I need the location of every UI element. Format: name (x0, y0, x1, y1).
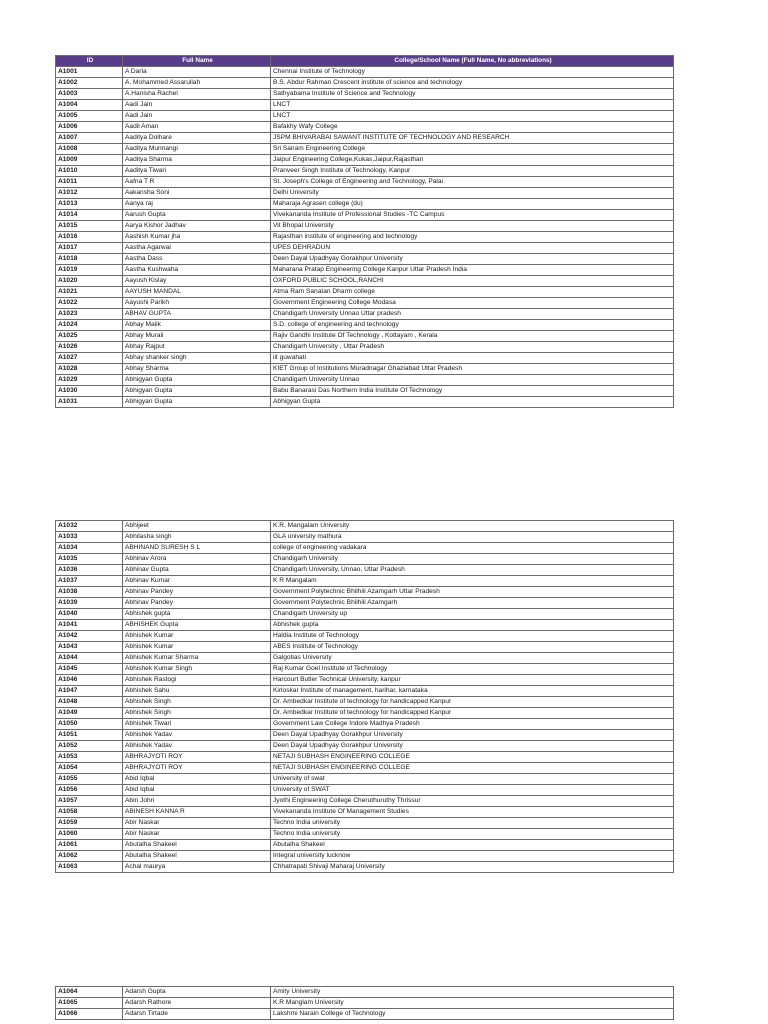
cell-full-name[interactable]: Aayush Kislay (123, 276, 271, 287)
table-row (56, 851, 674, 862)
cell-id[interactable]: A1048 (56, 697, 123, 708)
table-row (56, 554, 674, 565)
cell-college[interactable]: Delhi University (271, 188, 674, 199)
table-row (56, 752, 674, 763)
cell-full-name[interactable]: Abhinav Arora (123, 554, 271, 565)
cell-college[interactable]: Government Polytechnic Bhilhili Azamgarh (271, 598, 674, 609)
cell-college[interactable]: Dr. Ambedkar Institute of technology for handicapped Kanpur (271, 708, 674, 719)
cell-college[interactable]: Lakshmi Narain College of Technology (271, 1009, 674, 1020)
table-row (56, 254, 674, 265)
cell-college[interactable]: GLA university mathura (271, 532, 674, 543)
cell-full-name[interactable]: Abhishek Tiwari (123, 719, 271, 730)
cell-college[interactable]: Government Engineering College Modasa (271, 298, 674, 309)
table-row (56, 774, 674, 785)
table-row (56, 785, 674, 796)
cell-id[interactable]: A1013 (56, 199, 123, 210)
cell-college[interactable]: Chandigarh University Unnao (271, 375, 674, 386)
table-row (56, 111, 674, 122)
cell-id[interactable]: A1026 (56, 342, 123, 353)
cell-full-name[interactable]: Abir Naskar (123, 829, 271, 840)
table-row (56, 199, 674, 210)
cell-full-name[interactable]: Abhishek Kumar (123, 631, 271, 642)
table-row (56, 67, 674, 78)
cell-full-name[interactable]: A. Mohammed Assarullah (123, 78, 271, 89)
column-header-full-name[interactable]: Full Name (123, 56, 271, 67)
cell-college[interactable]: Rajasthan institute of engineering and technology (271, 232, 674, 243)
table-row (56, 719, 674, 730)
table-row (56, 807, 674, 818)
cell-college[interactable]: Atma Ram Sanatan Dharm college (271, 287, 674, 298)
cell-full-name[interactable]: Abhay shanker singh (123, 353, 271, 364)
cell-full-name[interactable]: Abin John (123, 796, 271, 807)
cell-id[interactable]: A1058 (56, 807, 123, 818)
cell-id[interactable]: A1023 (56, 309, 123, 320)
table-row (56, 987, 674, 998)
table-row (56, 532, 674, 543)
cell-college[interactable]: B.S. Abdur Rahman Crescent institute of science and technology (271, 78, 674, 89)
cell-full-name[interactable]: Aayushi Parikh (123, 298, 271, 309)
cell-id[interactable]: A1054 (56, 763, 123, 774)
table-row (56, 78, 674, 89)
cell-id[interactable]: A1032 (56, 521, 123, 532)
cell-college[interactable]: Jaipur Engineering College,Kukas,Jaipur,Rajasthan (271, 155, 674, 166)
cell-full-name[interactable]: Abhishek Kumar Singh (123, 664, 271, 675)
cell-college[interactable]: Chennai Institute of Technology (271, 67, 674, 78)
table-row (56, 521, 674, 532)
cell-full-name[interactable]: Abid Iqbal (123, 785, 271, 796)
cell-id[interactable]: A1008 (56, 144, 123, 155)
table-row (56, 188, 674, 199)
cell-id[interactable]: A1031 (56, 397, 123, 408)
cell-full-name[interactable]: Aadi Jain (123, 111, 271, 122)
cell-full-name[interactable]: Abutalha Shakeel (123, 840, 271, 851)
table-row (56, 342, 674, 353)
table-row (56, 221, 674, 232)
cell-full-name[interactable]: Aastha Dass (123, 254, 271, 265)
table-row (56, 210, 674, 221)
cell-full-name[interactable]: Aafna T R (123, 177, 271, 188)
cell-id[interactable]: A1018 (56, 254, 123, 265)
cell-id[interactable]: A1036 (56, 565, 123, 576)
cell-id[interactable]: A1006 (56, 122, 123, 133)
cell-id[interactable]: A1047 (56, 686, 123, 697)
cell-college[interactable]: St. Joseph's College of Engineering and Technology, Palai (271, 177, 674, 188)
cell-college[interactable]: Rajiv Gandhi Institute Of Technology , Kottayam , Kerala (271, 331, 674, 342)
cell-full-name[interactable]: AAYUSH MANDAL (123, 287, 271, 298)
cell-college[interactable]: Deen Dayal Upadhyay Gorakhpur University (271, 741, 674, 752)
cell-id[interactable]: A1009 (56, 155, 123, 166)
data-table-block-2 (55, 520, 674, 873)
cell-id[interactable]: A1020 (56, 276, 123, 287)
table-row (56, 155, 674, 166)
cell-college[interactable]: Bafakhy Wafy College (271, 122, 674, 133)
table-row (56, 375, 674, 386)
cell-college[interactable]: Integral university lucknow (271, 851, 674, 862)
cell-college[interactable]: Vivekananda Institute Of Management Studies (271, 807, 674, 818)
cell-college[interactable]: Harcourt Butler Technical University, kanpur (271, 675, 674, 686)
cell-id[interactable]: A1028 (56, 364, 123, 375)
cell-full-name[interactable]: Abutalha Shakeel (123, 851, 271, 862)
table-row (56, 265, 674, 276)
cell-full-name[interactable]: Aastha Kushwaha (123, 265, 271, 276)
cell-college[interactable]: Chandigarh University Unnao Uttar pradesh (271, 309, 674, 320)
cell-full-name[interactable]: ABHRAJYOTI ROY (123, 763, 271, 774)
table-row (56, 708, 674, 719)
cell-id[interactable]: A1002 (56, 78, 123, 89)
cell-id[interactable]: A1015 (56, 221, 123, 232)
table-row (56, 840, 674, 851)
cell-college[interactable]: JSPM BHIVARABAI SAWANT INSTITUTE OF TECHNOLOGY AND RESEARCH (271, 133, 674, 144)
cell-full-name[interactable]: Adarsh Tirtade (123, 1009, 271, 1020)
cell-college[interactable]: Chandigarh University up (271, 609, 674, 620)
cell-id[interactable]: A1040 (56, 609, 123, 620)
cell-college[interactable]: Techno India university (271, 829, 674, 840)
data-table-block-3 (55, 986, 674, 1020)
cell-id[interactable]: A1010 (56, 166, 123, 177)
cell-college[interactable]: Sathyabama Institute of Science and Technology (271, 89, 674, 100)
cell-full-name[interactable]: Abhay Rajput (123, 342, 271, 353)
cell-full-name[interactable]: Abhijeet (123, 521, 271, 532)
cell-full-name[interactable]: ABINESH KANNA R (123, 807, 271, 818)
cell-full-name[interactable]: Abir Naskar (123, 818, 271, 829)
cell-full-name[interactable]: Abid Iqbal (123, 774, 271, 785)
cell-id[interactable]: A1044 (56, 653, 123, 664)
data-table-block-1 (55, 55, 674, 408)
cell-id[interactable]: A1007 (56, 133, 123, 144)
cell-full-name[interactable]: Abhigyan Gupta (123, 375, 271, 386)
cell-college[interactable]: LNCT (271, 100, 674, 111)
table-row (56, 818, 674, 829)
cell-college[interactable]: Deen Dayal Upadhyay Gorakhpur University (271, 730, 674, 741)
table-row (56, 122, 674, 133)
cell-college[interactable]: Abhishek gupta (271, 620, 674, 631)
cell-college[interactable]: college of engineering vadakara (271, 543, 674, 554)
cell-college[interactable]: Vivekananda Institute of Professional Studies -TC Campus (271, 210, 674, 221)
cell-id[interactable]: A1012 (56, 188, 123, 199)
table-row (56, 697, 674, 708)
cell-college[interactable]: Chandigarh University , Uttar Pradesh (271, 342, 674, 353)
cell-id[interactable]: A1004 (56, 100, 123, 111)
table-row (56, 331, 674, 342)
cell-full-name[interactable]: Aadi Jain (123, 100, 271, 111)
cell-full-name[interactable]: Abhay Sharma (123, 364, 271, 375)
cell-full-name[interactable]: ABHISHEK Gupta (123, 620, 271, 631)
cell-full-name[interactable]: Abhinav Gupta (123, 565, 271, 576)
column-header-college[interactable]: College/School Name (Full Name, No abbreviations) (271, 56, 674, 67)
cell-college[interactable]: Abhigyan Gupta (271, 397, 674, 408)
cell-full-name[interactable]: Abhinav Pandey (123, 587, 271, 598)
cell-full-name[interactable]: Abhishek Yadav (123, 730, 271, 741)
cell-full-name[interactable]: ABHAV GUPTA (123, 309, 271, 320)
cell-full-name[interactable]: A Darla (123, 67, 271, 78)
cell-id[interactable]: A1029 (56, 375, 123, 386)
cell-id[interactable]: A1016 (56, 232, 123, 243)
cell-college[interactable]: University of swat (271, 774, 674, 785)
cell-full-name[interactable]: Abhishek gupta (123, 609, 271, 620)
cell-id[interactable]: A1024 (56, 320, 123, 331)
cell-college[interactable]: Kirloskar Institute of management, harihar, karnataka (271, 686, 674, 697)
cell-id[interactable]: A1022 (56, 298, 123, 309)
cell-id[interactable]: A1059 (56, 818, 123, 829)
cell-full-name[interactable]: Aanya raj (123, 199, 271, 210)
cell-college[interactable]: LNCT (271, 111, 674, 122)
cell-id[interactable]: A1005 (56, 111, 123, 122)
cell-id[interactable]: A1014 (56, 210, 123, 221)
table-row (56, 543, 674, 554)
column-header-id[interactable]: ID (56, 56, 123, 67)
table-row (56, 862, 674, 873)
cell-full-name[interactable]: Abhishek Yadav (123, 741, 271, 752)
table-row (56, 133, 674, 144)
table-row (56, 287, 674, 298)
cell-full-name[interactable]: Abhishek Singh (123, 697, 271, 708)
table-row (56, 598, 674, 609)
cell-college[interactable]: Haldia Institute of Technology (271, 631, 674, 642)
table-row (56, 653, 674, 664)
cell-full-name[interactable]: A.Hanisha Rachel (123, 89, 271, 100)
cell-college[interactable]: OXFORD PUBLIC SCHOOL,RANCHI (271, 276, 674, 287)
table-row (56, 232, 674, 243)
table-row (56, 631, 674, 642)
cell-id[interactable]: A1027 (56, 353, 123, 364)
table-row (56, 686, 674, 697)
cell-full-name[interactable]: Abhishek Sahu (123, 686, 271, 697)
cell-id[interactable]: A1049 (56, 708, 123, 719)
table-row (56, 620, 674, 631)
cell-college[interactable]: ABES Institute of Technology (271, 642, 674, 653)
cell-full-name[interactable]: Abhay Malik (123, 320, 271, 331)
cell-college[interactable]: Maharana Pratap Engineering College Kanpur Uttar Pradesh India (271, 265, 674, 276)
table-row (56, 166, 674, 177)
cell-id[interactable]: A1056 (56, 785, 123, 796)
cell-full-name[interactable]: Abhay Murali (123, 331, 271, 342)
cell-full-name[interactable]: Aadil Aman (123, 122, 271, 133)
table-row (56, 243, 674, 254)
cell-college[interactable]: S.D. college of engineering and technology (271, 320, 674, 331)
cell-id[interactable]: A1055 (56, 774, 123, 785)
cell-id[interactable]: A1046 (56, 675, 123, 686)
cell-id[interactable]: A1043 (56, 642, 123, 653)
table-row (56, 675, 674, 686)
table-row (56, 796, 674, 807)
table-row (56, 309, 674, 320)
cell-college[interactable]: K.R Manglam University (271, 998, 674, 1009)
table-row (56, 89, 674, 100)
cell-id[interactable]: A1064 (56, 987, 123, 998)
cell-id[interactable]: A1042 (56, 631, 123, 642)
table-row (56, 353, 674, 364)
cell-college[interactable]: Maharaja Agrasen college (du) (271, 199, 674, 210)
cell-id[interactable]: A1062 (56, 851, 123, 862)
cell-college[interactable]: UPES DEHRADUN (271, 243, 674, 254)
cell-college[interactable]: Sri Sairam Engineering College (271, 144, 674, 155)
cell-college[interactable]: Galgotias University (271, 653, 674, 664)
cell-college[interactable]: Chandigarh University, Unnao, Uttar Pradesh (271, 565, 674, 576)
cell-full-name[interactable]: Aashish Kumar jha (123, 232, 271, 243)
cell-id[interactable]: A1001 (56, 67, 123, 78)
cell-full-name[interactable]: ABHINAND SURESH S L (123, 543, 271, 554)
cell-id[interactable]: A1041 (56, 620, 123, 631)
cell-id[interactable]: A1034 (56, 543, 123, 554)
table-row (56, 587, 674, 598)
cell-id[interactable]: A1066 (56, 1009, 123, 1020)
cell-id[interactable]: A1021 (56, 287, 123, 298)
cell-college[interactable]: Babu Banarasi Das Northern India Institute Of Technology (271, 386, 674, 397)
table-row (56, 276, 674, 287)
cell-id[interactable]: A1017 (56, 243, 123, 254)
cell-id[interactable]: A1030 (56, 386, 123, 397)
cell-college[interactable]: Raj Kumar Goel Institute of Technology (271, 664, 674, 675)
cell-id[interactable]: A1033 (56, 532, 123, 543)
cell-id[interactable]: A1019 (56, 265, 123, 276)
cell-full-name[interactable]: Adarsh Gupta (123, 987, 271, 998)
cell-full-name[interactable]: Abhilasha singh (123, 532, 271, 543)
cell-full-name[interactable]: Aaditya Munnangi (123, 144, 271, 155)
cell-college[interactable]: KIET Group of Institutions Muradnagar Ghaziabad Uttar Pradesh (271, 364, 674, 375)
cell-full-name[interactable]: Aakansha Soni (123, 188, 271, 199)
table-row (56, 730, 674, 741)
cell-id[interactable]: A1053 (56, 752, 123, 763)
cell-full-name[interactable]: Aarya Kishor Jadhav (123, 221, 271, 232)
cell-id[interactable]: A1065 (56, 998, 123, 1009)
table-row (56, 177, 674, 188)
cell-id[interactable]: A1063 (56, 862, 123, 873)
cell-full-name[interactable]: Aastha Agarwal (123, 243, 271, 254)
table-row (56, 741, 674, 752)
cell-college[interactable]: Abutalha Shakeel (271, 840, 674, 851)
cell-full-name[interactable]: Achal maurya (123, 862, 271, 873)
cell-full-name[interactable]: Abhigyan Gupta (123, 386, 271, 397)
header-row (56, 56, 674, 67)
cell-id[interactable]: A1052 (56, 741, 123, 752)
cell-id[interactable]: A1037 (56, 576, 123, 587)
cell-college[interactable]: Dr. Ambedkar Institute of technology for handicapped Kanpur (271, 697, 674, 708)
table-row (56, 576, 674, 587)
cell-full-name[interactable]: Abhishek Singh (123, 708, 271, 719)
cell-full-name[interactable]: Adarsh Rathore (123, 998, 271, 1009)
cell-college[interactable]: Government Law College Indore Madhya Pradesh (271, 719, 674, 730)
cell-college[interactable]: Jyothi Engineering College Cheruthuruthy Thrissur (271, 796, 674, 807)
cell-college[interactable]: iit guwahati (271, 353, 674, 364)
cell-id[interactable]: A1060 (56, 829, 123, 840)
cell-full-name[interactable]: Aaditya Sharma (123, 155, 271, 166)
table-row (56, 397, 674, 408)
cell-id[interactable]: A1035 (56, 554, 123, 565)
table-row (56, 1009, 674, 1020)
cell-id[interactable]: A1051 (56, 730, 123, 741)
cell-college[interactable]: NETAJI SUBHASH ENGINEERING COLLEGE (271, 763, 674, 774)
table-row (56, 320, 674, 331)
table-row (56, 386, 674, 397)
cell-full-name[interactable]: Aaditya Tiwari (123, 166, 271, 177)
table-row (56, 642, 674, 653)
cell-college[interactable]: Government Polytechnic Bhilhili Azamgarh Uttar Pradesh (271, 587, 674, 598)
cell-college[interactable]: NETAJI SUBHASH ENGINEERING COLLEGE (271, 752, 674, 763)
cell-full-name[interactable]: Abhinav Pandey (123, 598, 271, 609)
table-row (56, 664, 674, 675)
cell-full-name[interactable]: Abhigyan Gupta (123, 397, 271, 408)
cell-id[interactable]: A1045 (56, 664, 123, 675)
table-row (56, 100, 674, 111)
table-row (56, 298, 674, 309)
cell-college[interactable]: Pranveer Singh Institute of Technology, Kanpur (271, 166, 674, 177)
cell-id[interactable]: A1057 (56, 796, 123, 807)
table-row (56, 829, 674, 840)
cell-full-name[interactable]: Aarush Gupta (123, 210, 271, 221)
cell-full-name[interactable]: Abhishek Kumar (123, 642, 271, 653)
table-row (56, 565, 674, 576)
cell-college[interactable]: K.R. Mangalam University (271, 521, 674, 532)
cell-college[interactable]: Vit Bhopal University (271, 221, 674, 232)
cell-full-name[interactable]: Abhishek Kumar Sharma (123, 653, 271, 664)
table-row (56, 144, 674, 155)
cell-id[interactable]: A1039 (56, 598, 123, 609)
cell-college[interactable]: University of SWAT (271, 785, 674, 796)
cell-id[interactable]: A1003 (56, 89, 123, 100)
cell-college[interactable]: Techno India university (271, 818, 674, 829)
table-row (56, 364, 674, 375)
cell-college[interactable]: Amity University (271, 987, 674, 998)
cell-college[interactable]: K R Mangalam (271, 576, 674, 587)
table-row (56, 998, 674, 1009)
cell-college[interactable]: Chandigarh University (271, 554, 674, 565)
cell-id[interactable]: A1038 (56, 587, 123, 598)
cell-full-name[interactable]: Abhishek Rastogi (123, 675, 271, 686)
cell-full-name[interactable]: Aaditya Dolhare (123, 133, 271, 144)
cell-id[interactable]: A1025 (56, 331, 123, 342)
cell-college[interactable]: Chhatrapati Shivaji Maharaj University (271, 862, 674, 873)
table-row (56, 763, 674, 774)
cell-id[interactable]: A1050 (56, 719, 123, 730)
cell-full-name[interactable]: Abhinav Kumar (123, 576, 271, 587)
cell-college[interactable]: Deen Dayal Upadhyay Gorakhpur University (271, 254, 674, 265)
cell-id[interactable]: A1061 (56, 840, 123, 851)
cell-id[interactable]: A1011 (56, 177, 123, 188)
table-row (56, 609, 674, 620)
cell-full-name[interactable]: ABHRAJYOTI ROY (123, 752, 271, 763)
